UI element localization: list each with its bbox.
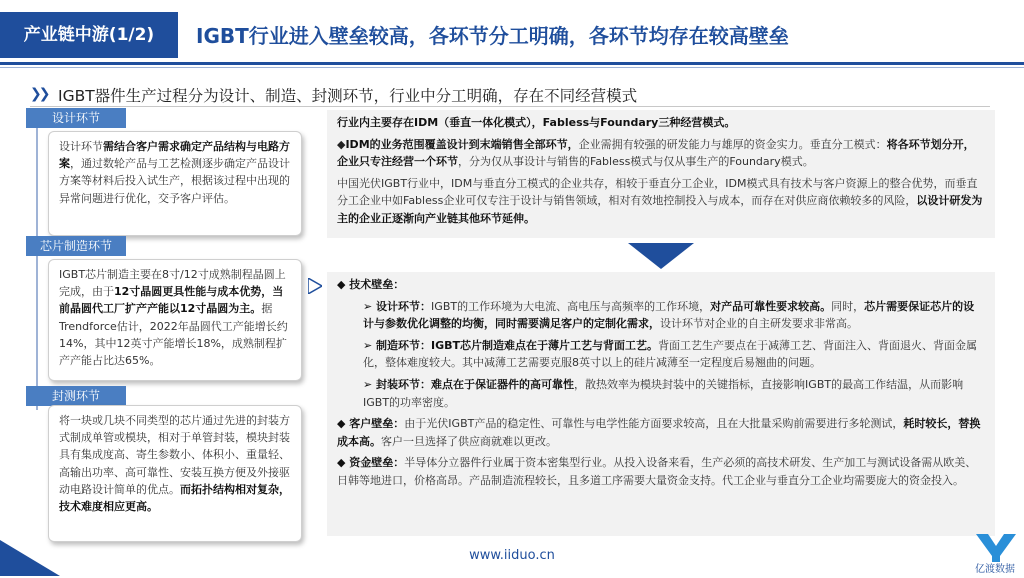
fab-bold-1: 12寸晶圆更具性能与成本优势，当前晶圆代工厂扩产产能以12寸晶圆为主。 xyxy=(59,285,284,316)
customer-barrier-bold: ◆ 客户壁垒： xyxy=(337,417,405,431)
down-arrow-icon xyxy=(628,243,694,269)
tech-barrier-title: ◆ 技术壁垒： xyxy=(337,278,405,291)
design-step-bold3: 芯片需要保证芯片的设计与参数优化调整的均衡，同时需要满足客户的定制化需求， xyxy=(363,299,975,331)
diamond-bullet-icon: ◆ xyxy=(337,137,346,151)
customer-barrier-text2: 客户一旦选择了供应商就难以更改。 xyxy=(381,434,557,448)
customer-barrier-bold2: 耗时较长，替换成本高。 xyxy=(337,417,981,448)
mfg-step-bold: ➢ 制造环节：IGBT芯片制造难点在于薄片工艺与背面工艺。 xyxy=(363,338,659,352)
design-step-bold: ➢ 设计环节： xyxy=(363,299,432,313)
design-step-text3: 设计环节对企业的自主研发要求非常高。 xyxy=(660,317,858,331)
subtitle-bar xyxy=(30,84,990,107)
design-step-bold2: 对产品可靠性要求较高。 xyxy=(710,299,832,313)
header-divider xyxy=(0,62,1024,65)
mfg-step-text: 背面工艺生产要点在于减薄工艺、背面注入、背面退火、背面金属化，整体难度较大。其中减薄工艺需要克服8英寸以上的硅片减薄至一定程度后易翘曲的问题。 xyxy=(363,338,978,370)
vertical-text: ，分为仅从事设计与销售的Fabless模式与仅从事生产的Foundary模式。 xyxy=(458,155,814,169)
pkg-step-text: ，散热效率为模块封装中的关键指标，直接影响IGBT的最高工作结温，从而影响IGBT的功率密度。 xyxy=(363,377,964,409)
idm-text: 企业需拥有较强的研发能力与雄厚的资金实力。垂直分工模式： xyxy=(578,137,887,151)
footer-url[interactable]: www.iiduo.cn xyxy=(469,548,555,563)
customer-barrier-text: 由于光伏IGBT产品的稳定性、可靠性与电学性能方面要求较高，且在大批量采购前需要进行多轮测试， xyxy=(404,417,904,431)
subtitle-text: IGBT器件生产过程分为设计、制造、封测环节，行业中分工明确，存在不同经营模式 xyxy=(58,87,638,105)
design-text-2: ，通过数轮产品与工艺检测逐步确定产品设计方案等材料后投入试生产，根据该过程中出现的异常问题进行优化，交予客户评估。 xyxy=(59,157,290,205)
vertical-bold: 将各环节划分开，企业只专注经营一个环节 xyxy=(337,137,975,169)
china-bold: 以设计研发为主的企业正逐渐向产业链其他环节延伸。 xyxy=(337,194,983,225)
logo-text: 亿渡数据 xyxy=(975,564,1015,574)
page-title: IGBT行业进入壁垒较高，各环节分工明确，各环节均存在较高壁垒 xyxy=(196,24,789,48)
design-step-text2: 同时， xyxy=(831,299,865,313)
package-text-1: 将一块或几块不同类型的芯片通过先进的封装方式制成单管或模块，相对于单管封装，模块封装具有集成度高、寄生参数小、体积小、重量轻、高输出功率、高可靠性、安装互换方便及外接驱动电路设计简单的优点。 xyxy=(59,414,290,496)
section-tag: 产业链中游(1/2) xyxy=(0,12,178,58)
header-divider-thin xyxy=(0,67,1024,68)
design-bold-1: 需结合客户需求确定产品结构与电路方案 xyxy=(59,140,290,171)
panel-barriers xyxy=(327,272,995,536)
label-chip-fab: 芯片制造环节 xyxy=(26,236,126,256)
design-text-1: 设计环节 xyxy=(59,140,103,153)
card-packaging xyxy=(48,405,302,542)
card-chip-fab xyxy=(48,259,302,381)
label-design: 设计环节 xyxy=(26,108,126,128)
fab-text-1: IGBT芯片制造主要在8寸/12寸成熟制程晶圆上完成，由于 xyxy=(59,268,286,299)
card-design xyxy=(48,131,302,236)
brand-logo xyxy=(966,532,1024,574)
design-step-text: IGBT的工作环境为大电流、高电压与高频率的工作环境， xyxy=(431,299,711,313)
fab-text-2: 据Trendforce估计，2022年晶圆代工产能增长约14%，其中12英寸产能增长18%，成熟制程扩产产能占比达65%。 xyxy=(59,302,288,368)
models-heading: 行业内主要存在IDM（垂直一体化模式），Fabless与Foundary三种经营模式。 xyxy=(337,116,736,129)
china-text: 中国光伏IGBT行业中，IDM与垂直分工模式的企业共存，相较于垂直分工企业，IDM模式具有技术与客户资源上的整合优势，而垂直分工企业中如Fabless企业可仅专注于设计与销售领域，相对有效地控制投入与成本，而存在对供应商依赖较多的风险， xyxy=(337,176,978,208)
pkg-step-bold: ➢ 封装环节：难点在于保证器件的高可靠性 xyxy=(363,377,575,391)
capital-barrier-bold: ◆ 资金壁垒： xyxy=(337,456,405,470)
idm-bold: IDM的业务范围覆盖设计到末端销售全部环节， xyxy=(345,137,579,151)
capital-barrier-text: 半导体分立器件行业属于资本密集型行业。从投入设备来看，生产必须的高技术研发、生产加工与测试设备需从欧美、日韩等地进口，价格高昂。产品制造流程较长，且多道工序需要大量资金支持。代工企业与垂直分工企业均需要庞大的资金投入。 xyxy=(337,456,977,487)
label-packaging: 封测环节 xyxy=(26,386,126,406)
timeline-line xyxy=(36,128,38,410)
double-chevron-icon: ❯❯ xyxy=(30,86,48,102)
right-arrow-icon xyxy=(308,278,322,294)
logo-icon xyxy=(966,532,1024,574)
panel-business-models xyxy=(327,110,995,238)
package-bold-1: 而拓扑结构相对复杂，技术难度相应更高。 xyxy=(59,482,290,514)
